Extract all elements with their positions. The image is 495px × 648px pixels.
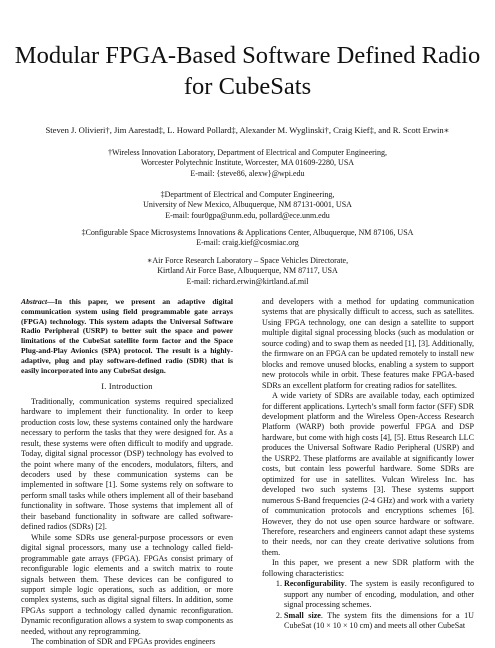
right-column [262,297,474,632]
affiliation-afrl [0,256,495,287]
abstract-text: —In this paper, we present an adaptive digital communication system using field programmable gate arrays (FPGA) technology. This system adapts the Universal Software Radio Peripheral (USRP) to better suit the space and power limitations of the CubeSat satellite form factor and the Space Plug-and-Play Avionics (SPA) protocol. The result is a highly-adaptive, plug and play software-defined radio (SDR) that is easily incorporated into any CubeSat design. [21,297,233,375]
paper-title: Modular FPGA-Based Software Defined Radio for CubeSats [14,42,481,100]
list-item-label: Small size [284,610,321,620]
body-paragraph: The combination of SDR and FPGAs provides engineers [31,637,216,647]
body-paragraph: Traditionally, communication systems required specialized hardware to implement their functionality. In order to keep production costs low, these systems contained only the hardware necessary to perform the tasks that they were designed for. As a result, these systems were often difficult to modify and upgrade. Today, digital signal processor (DSP) technology has evolved to the point where many of the encoders, modulators, filters, and decoders used by these communication systems can be implemented in software [1]. Some systems rely on software to perform small tasks while others implement all of their baseband functionality in software. Those systems that implement all of their baseband functionality in software are called software-defined radios (SDRs) [2]. [21,396,233,532]
left-column [21,297,233,648]
affiliation-email: E-mail: four0gpa@unm.edu, pollard@ece.unm.edu [165,210,330,220]
affiliation-line: †Wireless Innovation Laboratory, Department of Electrical and Computer Engineering, [107,148,388,157]
affiliation-line: University of New Mexico, Albuquerque, NM 87131-0001, USA [143,200,352,210]
list-item [284,579,474,610]
affiliation-email: E-mail: richard.erwin@kirtland.af.mil [186,276,309,286]
section-heading: I. Introduction [101,382,153,392]
affiliation-line: ‡Department of Electrical and Computer Engineering, [160,190,335,199]
affiliation-wpi [0,148,495,179]
affiliation-email: E-mail: {steve86, alexw}@wpi.edu [190,168,305,178]
list-item-text: . The system fits the dimensions for a 1U CubeSat (10 × 10 × 10 cm) and meets all other CubeSat [284,610,474,631]
body-paragraph: In this paper, we present a new SDR platform with the following characteristics: [262,558,474,578]
list-item-text: . The system is easily reconfigured to support any number of encoding, modulation, and other signal processing schemes. [284,579,474,610]
affiliation-email: E-mail: craig.kief@cosmiac.org [196,238,299,248]
body-paragraph: A wide variety of SDRs are available today, each optimized for different applications. Lyrtech’s small form factor (SFF) SDR development platform and the Wireless Open-Access Research Platform (WARP) both provide powerful FPGA and DSP hardware, but come with high costs [4], [5]. Ettus Research LLC produces the Universal Software Radio Peripheral (USRP) and the USRP2. These platforms are available at significantly lower costs, but contain less powerful hardware. Some SDRs are optimized for use in satellites. Vulcan Wireless Inc. has developed two such systems [3]. These systems support numerous S-Band frequencies (2-4 GHz) and work with a variety of communication protocols and encryptions schemes [6]. However, they do not use open source hardware or software. Therefore, researchers and engineers cannot adapt these systems to their needs, nor can they create derivative solutions from them. [262,391,474,557]
feature-list [262,579,474,631]
body-paragraph: While some SDRs use general-purpose processors or even digital signal processors, many use a technology called field-programmable gate arrays (FPGA). FPGAs consist primary of reconfigurable logic elements and a switch matrix to route signals between them. These devices can be configured to support simple logic operations, such as addition, or more complex systems, such as digital signal filters. In addition, some FPGAs support a technology called dynamic reconfiguration. Dynamic reconfiguration allows a system to swap components as needed, without any reprogramming. [21,532,233,636]
affiliation-line: ‡Configurable Space Microsystems Innovations & Applications Center, Albuquerque, NM 87106, USA [81,228,414,237]
affiliation-line: Worcester Polytechnic Institute, Worcester, MA 01609-2280, USA [140,158,355,168]
abstract-label: Abstract [21,297,48,306]
affiliation-line: Kirtland Air Force Base, Albuquerque, NM 87117, USA [157,266,338,276]
affiliation-unm [0,190,495,221]
author-list: Steven J. Olivieri†, Jim Aarestad‡, L. Howard Pollard‡, Alexander M. Wyglinski†, Craig Kief‡, and R. Scott Erwin∗ [45,125,450,135]
body-paragraph: and developers with a method for updating communication systems that are physically difficult to access, such as satellites. Using FPGA technology, one can design a satellite to support multiple digital signal processing blocks (such as modulation or source coding) and to swap them as needed [1], [3]. Additionally, the firmware on an FPGA can be updated remotely to install new blocks and remove unused blocks, enabling a system to support new protocols while in orbit. These features make FPGA-based SDRs an excellent platform for creating radios for satellites. [262,297,474,390]
list-item [284,611,474,632]
abstract [21,297,233,375]
list-item-label: Reconfigurability [284,579,345,589]
affiliation-cosmiac [0,228,495,249]
affiliation-line: ∗Air Force Research Laboratory – Space Vehicles Directorate, [146,256,349,265]
